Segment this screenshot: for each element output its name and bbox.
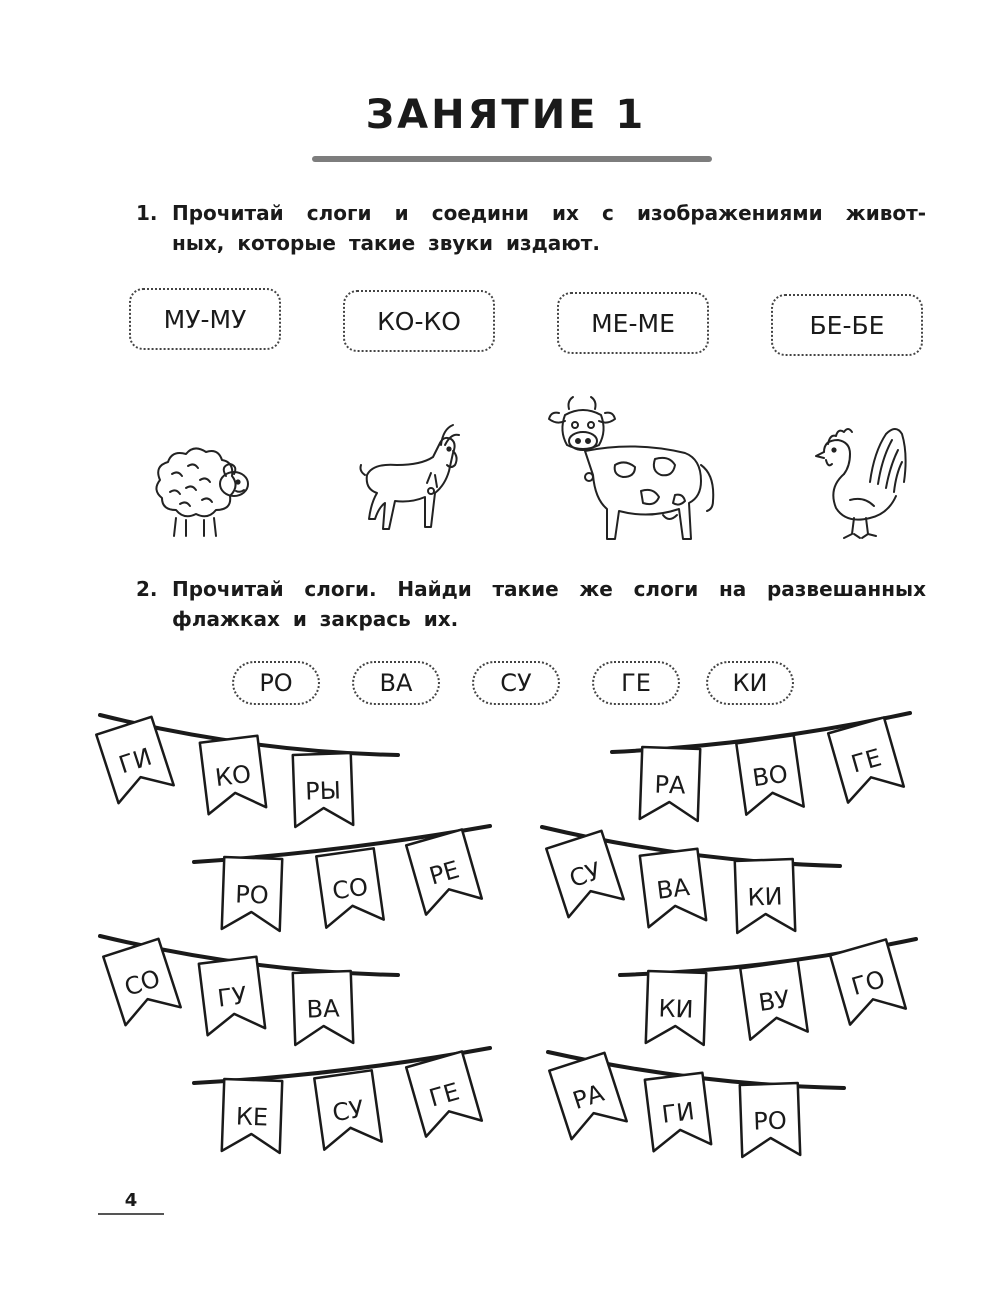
flag[interactable] <box>830 939 906 1024</box>
syllable-pill-ki[interactable]: КИ <box>706 661 794 705</box>
garland-3 <box>194 826 490 931</box>
flag[interactable] <box>646 971 706 1045</box>
flag-syllable: СО <box>330 872 370 906</box>
garland-1 <box>96 715 398 827</box>
flag-syllable: КИ <box>747 882 784 912</box>
flag[interactable] <box>640 849 706 928</box>
flag-syllable: КИ <box>657 994 694 1024</box>
task-1-line-1: Прочитай слоги и соедини их с изображениями живот- <box>172 201 926 225</box>
syllable-pill-ro[interactable]: РО <box>232 661 320 705</box>
garland-2 <box>612 713 910 821</box>
flag[interactable] <box>222 857 282 931</box>
flag[interactable] <box>293 753 353 827</box>
page-title: ЗАНЯТИЕ 1 <box>365 92 647 138</box>
page-number: 4 <box>124 1190 138 1211</box>
flag[interactable] <box>736 735 803 814</box>
flag-syllable: РА <box>654 770 686 800</box>
flag-syllable: КО <box>213 759 253 793</box>
flag[interactable] <box>828 717 904 802</box>
flag-syllable: ГИ <box>115 742 156 780</box>
flag[interactable] <box>293 971 353 1045</box>
flag[interactable] <box>640 747 700 821</box>
flag-syllable: ВА <box>306 994 340 1024</box>
syllable-box-me-me[interactable]: МЕ-МЕ <box>557 292 709 354</box>
garland-7 <box>194 1048 490 1153</box>
syllable-pill-su[interactable]: СУ <box>472 661 560 705</box>
flag-syllable: РЫ <box>304 776 342 806</box>
flag[interactable] <box>740 960 807 1039</box>
flag[interactable] <box>406 1051 482 1136</box>
syllable-pill-va[interactable]: ВА <box>352 661 440 705</box>
garland-5 <box>100 936 398 1045</box>
flag[interactable] <box>406 829 482 914</box>
syllable-pill-ge[interactable]: ГЕ <box>592 661 680 705</box>
flag-syllable: СУ <box>566 856 605 894</box>
flag-syllable: РО <box>752 1106 788 1136</box>
flag[interactable] <box>735 859 795 933</box>
page-number-rule <box>98 1213 164 1215</box>
garland-8 <box>548 1052 844 1157</box>
flag-syllable: ГЕ <box>426 1077 463 1113</box>
flag-syllable: КЕ <box>235 1102 269 1132</box>
flag-syllable: ГУ <box>215 981 249 1013</box>
flag[interactable] <box>316 848 383 927</box>
flag-syllable: РО <box>234 880 270 910</box>
flag-syllable: РЕ <box>426 855 463 891</box>
garland-4 <box>542 827 840 933</box>
syllable-box-be-be[interactable]: БЕ-БЕ <box>771 294 923 356</box>
flag-syllable: ВА <box>655 873 692 905</box>
flag-syllable: СО <box>121 964 164 1002</box>
flag[interactable] <box>199 957 265 1036</box>
flag[interactable] <box>740 1083 800 1157</box>
syllable-box-ko-ko[interactable]: КО-КО <box>343 290 495 352</box>
flag[interactable] <box>222 1079 282 1153</box>
task-1-number: 1. <box>136 201 158 225</box>
task-2-line-1: Прочитай слоги. Найди такие же слоги на развешанных <box>172 577 926 601</box>
flag[interactable] <box>314 1070 381 1149</box>
task-1-line-2: ных, которые такие звуки издают. <box>172 231 600 255</box>
flag-syllable: ВУ <box>756 984 792 1018</box>
syllable-box-mu-mu[interactable]: МУ-МУ <box>129 288 281 350</box>
task-2-line-2: флажках и закрась их. <box>172 607 459 631</box>
flag[interactable] <box>200 736 266 815</box>
flag-syllable: ГИ <box>660 1097 697 1129</box>
flag-syllable: СУ <box>330 1094 366 1128</box>
flag[interactable] <box>645 1073 711 1152</box>
garland-6 <box>620 939 916 1045</box>
flag-syllable: ГЕ <box>848 743 885 779</box>
flag-syllable: ГО <box>848 964 889 1002</box>
task-2-number: 2. <box>136 577 158 601</box>
flag-syllable: ВО <box>750 759 790 793</box>
flag-syllable: РА <box>569 1078 608 1116</box>
